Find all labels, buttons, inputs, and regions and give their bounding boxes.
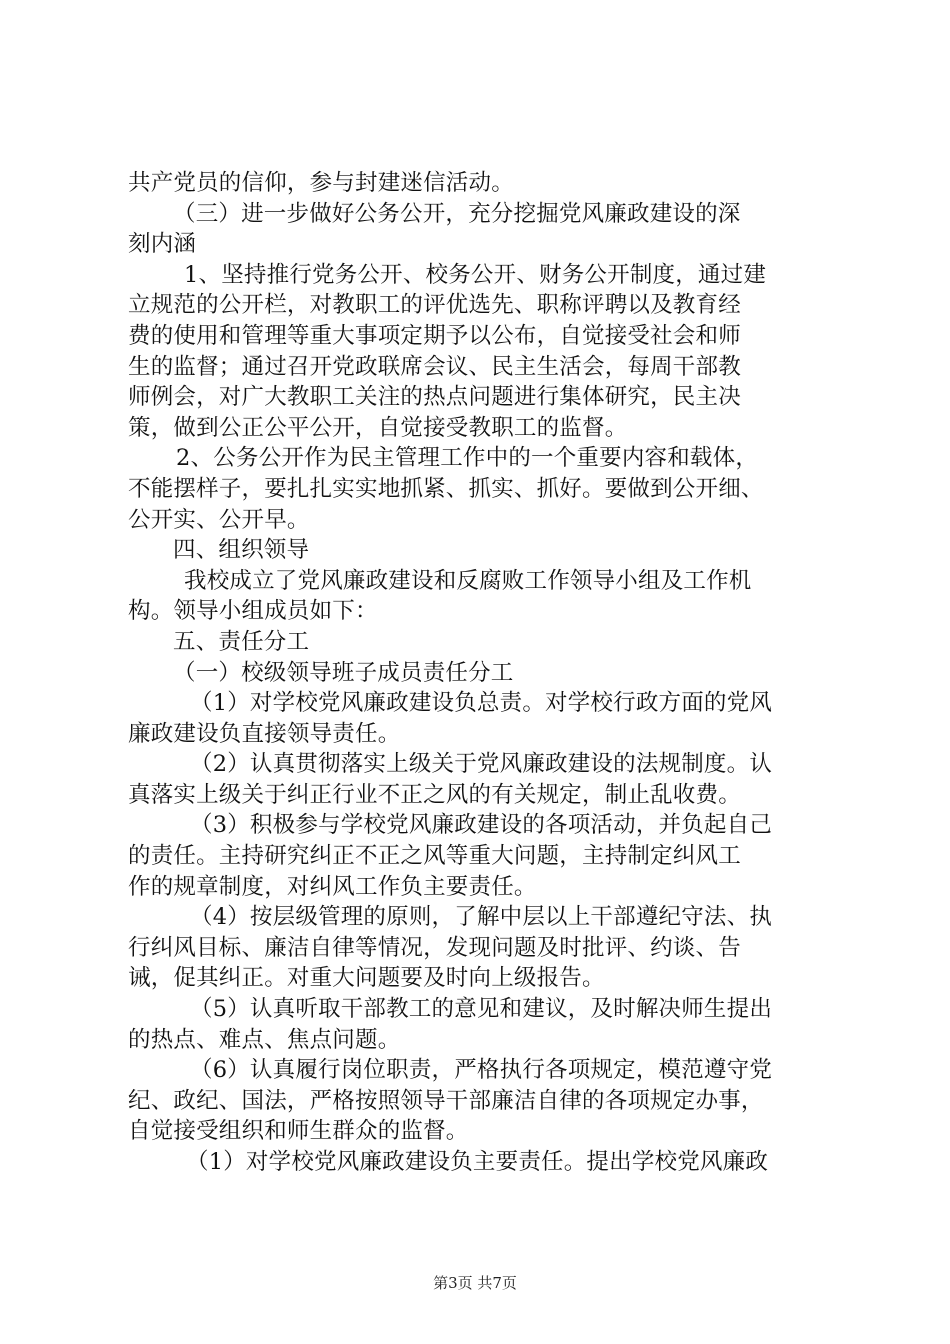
body-line: 廉政建设负直接领导责任。 (128, 720, 401, 747)
paragraph-start: （1）对学校党风廉政建设负总责。对学校行政方面的党风 (190, 690, 773, 717)
body-line: 自觉接受组织和师生群众的监督。 (128, 1118, 469, 1145)
body-line: 的热点、难点、焦点问题。 (128, 1026, 401, 1053)
paragraph-start: 2、公务公开作为民主管理工作中的一个重要内容和载体， (176, 445, 759, 472)
paragraph-start: （2）认真贯彻落实上级关于党风廉政建设的法规制度。认 (190, 751, 773, 778)
section-heading: 四、组织领导 (173, 537, 310, 564)
paragraph-start: （4）按层级管理的原则，了解中层以上干部遵纪守法、执 (190, 904, 773, 931)
body-line: 策，做到公正公平公开，自觉接受教职工的监督。 (128, 414, 628, 441)
body-line: 真落实上级关于纠正行业不正之风的有关规定，制止乱收费。 (128, 781, 741, 808)
body-line: 费的使用和管理等重大事项定期予以公布，自觉接受社会和师 (128, 322, 741, 349)
body-line: 公开实、公开早。 (128, 506, 310, 533)
document-body (128, 168, 838, 1178)
paragraph-start: （6）认真履行岗位职责，严格执行各项规定，模范遵守党 (190, 1057, 773, 1084)
paragraph-start: 1、坚持推行党务公开、校务公开、财务公开制度，通过建 (184, 261, 767, 288)
body-line: 共产党员的信仰，参与封建迷信活动。 (128, 170, 514, 196)
section-heading: （三）进一步做好公务公开，充分挖掘党风廉政建设的深 (173, 200, 741, 227)
body-line: 师例会，对广大教职工关注的热点问题进行集体研究，民主决 (128, 384, 741, 411)
body-line: 行纠风目标、廉洁自律等情况，发现问题及时批评、约谈、告 (128, 934, 741, 961)
page-footer (0, 1272, 950, 1293)
paragraph-start: （3）积极参与学校党风廉政建设的各项活动，并负起自己 (190, 812, 773, 839)
paragraph-start: 我校成立了党风廉政建设和反腐败工作领导小组及工作机 (184, 567, 752, 594)
paragraph-start: （1）对学校党风廉政建设负主要责任。提出学校党风廉政 (186, 1149, 769, 1175)
section-heading: 五、责任分工 (173, 628, 310, 655)
body-line: 纪、政纪、国法，严格按照领导干部廉洁自律的各项规定办事， (128, 1087, 764, 1114)
body-line: 构。领导小组成员如下： (128, 598, 378, 625)
body-line: 作的规章制度，对纠风工作负主要责任。 (128, 873, 537, 900)
body-line: 诫，促其纠正。对重大问题要及时向上级报告。 (128, 965, 605, 992)
page-number: 第3页 共7页 (433, 1274, 517, 1292)
body-line: 的责任。主持研究纠正不正之风等重大问题，主持制定纠风工 (128, 843, 741, 870)
subsection-heading: （一）校级领导班子成员责任分工 (173, 659, 514, 686)
body-line: 刻内涵 (128, 231, 197, 258)
body-line: 生的监督；通过召开党政联席会议、民主生活会，每周干部教 (128, 353, 741, 380)
body-line: 不能摆样子，要扎扎实实地抓紧、抓实、抓好。要做到公开细、 (128, 475, 764, 502)
body-line: 立规范的公开栏，对教职工的评优选先、职称评聘以及教育经 (128, 292, 741, 319)
paragraph-start: （5）认真听取干部教工的意见和建议，及时解决师生提出 (190, 996, 773, 1023)
